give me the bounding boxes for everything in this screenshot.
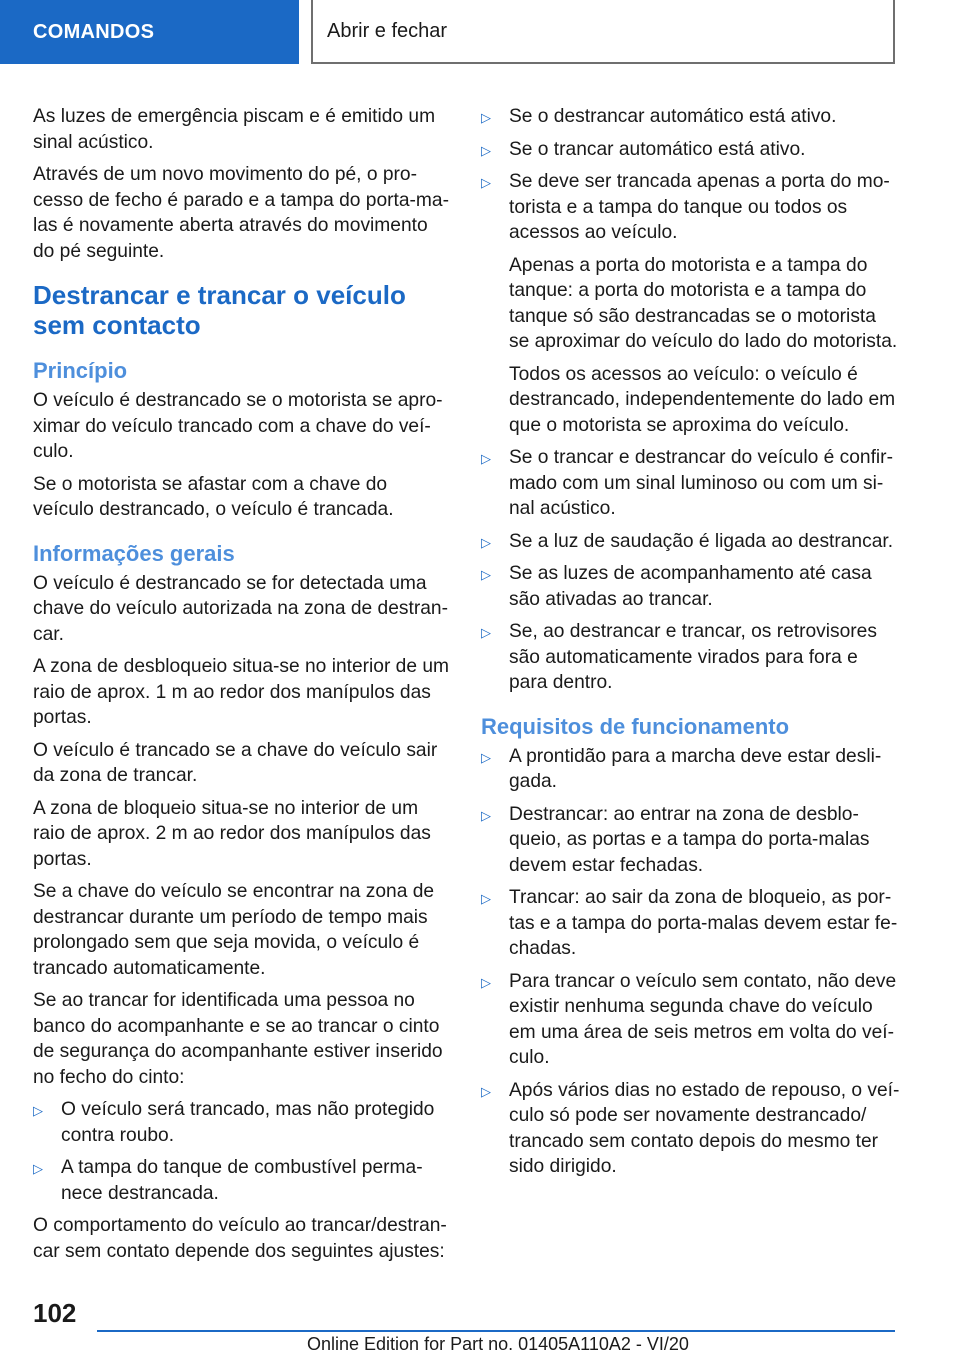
list-item: ▷ Se o trancar automático está ativo. xyxy=(481,137,901,163)
list-item: ▷ Trancar: ao sair da zona de bloqueio, as portas e a tampa do porta-malas devem estar fechadas. xyxy=(481,887,898,959)
triangle-right-icon: ▷ xyxy=(481,175,491,190)
paragraph: Se a chave do veículo se encontrar na zona de destrancar durante um período de tempo mais prolongado sem que seja movida, o veículo é trancado automaticamente. xyxy=(33,881,435,979)
triangle-right-icon: ▷ xyxy=(481,534,491,550)
paragraph: O veículo é destrancado se for detectada uma chave do veículo autorizada na zona de destrancar. xyxy=(33,572,448,645)
paragraph: Se ao trancar for identificada uma pessoa no banco do acompanhante e se ao trancar o cinto de segurança do acompanhante estiver inserido no fecho do cinto: xyxy=(33,990,443,1088)
triangle-right-icon: ▷ xyxy=(481,749,491,765)
triangle-right-icon: ▷ xyxy=(481,891,491,906)
list-item: ▷ Após vários dias no estado de repouso, o veículo só pode ser novamente destrancado/ trancado sem contato depois do mesmo ter sido dirigido. xyxy=(481,1079,900,1177)
list-item: ▷ Destrancar: ao entrar na zona de desbloqueio, as portas e a tampa do porta-malas devem estar fechadas. xyxy=(481,803,870,876)
sub-paragraph: Apenas a porta do motorista e a tampa do tanque: a porta do motorista e a tampa do tanque só são destrancadas se o motorista se aproximar do veículo do lado do motorista. xyxy=(509,254,898,352)
subheading-informacoes-gerais: Informações gerais xyxy=(33,540,235,566)
subheading-requisitos: Requisitos de funcionamento xyxy=(481,713,790,739)
paragraph: A zona de desbloqueio situa-se no interior de um raio de aprox. 1 m ao redor dos manípulos das portas. xyxy=(33,656,449,728)
triangle-right-icon: ▷ xyxy=(481,974,491,990)
header-section-label: COMANDOS xyxy=(0,0,299,64)
left-column xyxy=(33,104,451,1271)
right-column xyxy=(481,104,901,1187)
triangle-right-icon: ▷ xyxy=(481,1083,491,1099)
triangle-right-icon: ▷ xyxy=(33,1103,43,1118)
footer-edition: Online Edition for Part no. 01405A110A2 - VI/20 xyxy=(307,1334,689,1354)
list-item: ▷ Se, ao destrancar e trancar, os retrovisores são automaticamente virados para fora e para dentro. xyxy=(481,621,877,693)
list-item: ▷ Se a luz de saudação é ligada ao destrancar. xyxy=(481,529,901,555)
list-item: ▷ O veículo será trancado, mas não protegido contra roubo. xyxy=(33,1099,435,1146)
triangle-right-icon: ▷ xyxy=(481,451,491,466)
bullet-list xyxy=(33,1097,451,1206)
list-item: ▷ Se o trancar e destrancar do veículo é confirmado com um sinal luminoso ou com um sinal acústico. xyxy=(481,447,893,519)
list-item: ▷ A tampa do tanque de combustível permanece destrancada. xyxy=(33,1157,423,1204)
settings-list xyxy=(481,104,901,246)
paragraph: O comportamento do veículo ao trancar/destrancar sem contato depende dos seguintes ajustes: xyxy=(33,1215,447,1262)
list-item: ▷ Se o destrancar automático está ativo. xyxy=(481,104,901,130)
triangle-right-icon: ▷ xyxy=(33,1161,43,1176)
list-item: ▷ Se deve ser trancada apenas a porta do motorista e a tampa do tanque ou todos os acessos ao veículo. xyxy=(481,171,890,243)
paragraph: O veículo é trancado se a chave do veículo sair da zona de trancar. xyxy=(33,739,438,786)
paragraph: As luzes de emergência piscam e é emitido um sinal acústico. xyxy=(33,106,436,153)
subheading-principio: Princípio xyxy=(33,358,128,383)
paragraph: O veículo é destrancado se o motorista se aproximar do veículo trancado com a chave do veículo. xyxy=(33,390,443,462)
list-item: ▷ A prontidão para a marcha deve estar desligada. xyxy=(481,745,882,792)
paragraph: Através de um novo movimento do pé, o processo de fecho é parado e a tampa do porta-malas é novamente aberta através do movimento do pé seguinte. xyxy=(33,164,449,262)
settings-list-continued xyxy=(481,445,901,696)
sub-paragraph: Todos os acessos ao veículo: o veículo é destrancado, independentemente do lado em que o motorista se aproxima do veículo. xyxy=(509,363,896,436)
triangle-right-icon: ▷ xyxy=(481,807,491,823)
page-number: 102 xyxy=(33,1298,77,1328)
triangle-right-icon: ▷ xyxy=(481,625,491,640)
triangle-right-icon: ▷ xyxy=(481,142,491,158)
paragraph: Se o motorista se afastar com a chave do veículo destrancado, o veículo é trancada. xyxy=(33,473,394,520)
section-heading: Destrancar e trancar o veículo sem contacto xyxy=(33,280,406,340)
list-item: ▷ Para trancar o veículo sem contato, não deve existir nenhuma segunda chave do veículo em uma área de seis metros em volta do veículo. xyxy=(481,970,897,1068)
footer-divider xyxy=(97,1330,895,1332)
list-item: ▷ Se as luzes de acompanhamento até casa são ativadas ao trancar. xyxy=(481,563,872,610)
requirements-list xyxy=(481,744,901,1180)
paragraph: A zona de bloqueio situa-se no interior de um raio de aprox. 2 m ao redor dos manípulos das portas. xyxy=(33,797,431,870)
triangle-right-icon: ▷ xyxy=(481,110,491,125)
triangle-right-icon: ▷ xyxy=(481,567,491,582)
header-chapter-title: Abrir e fechar xyxy=(311,0,895,64)
